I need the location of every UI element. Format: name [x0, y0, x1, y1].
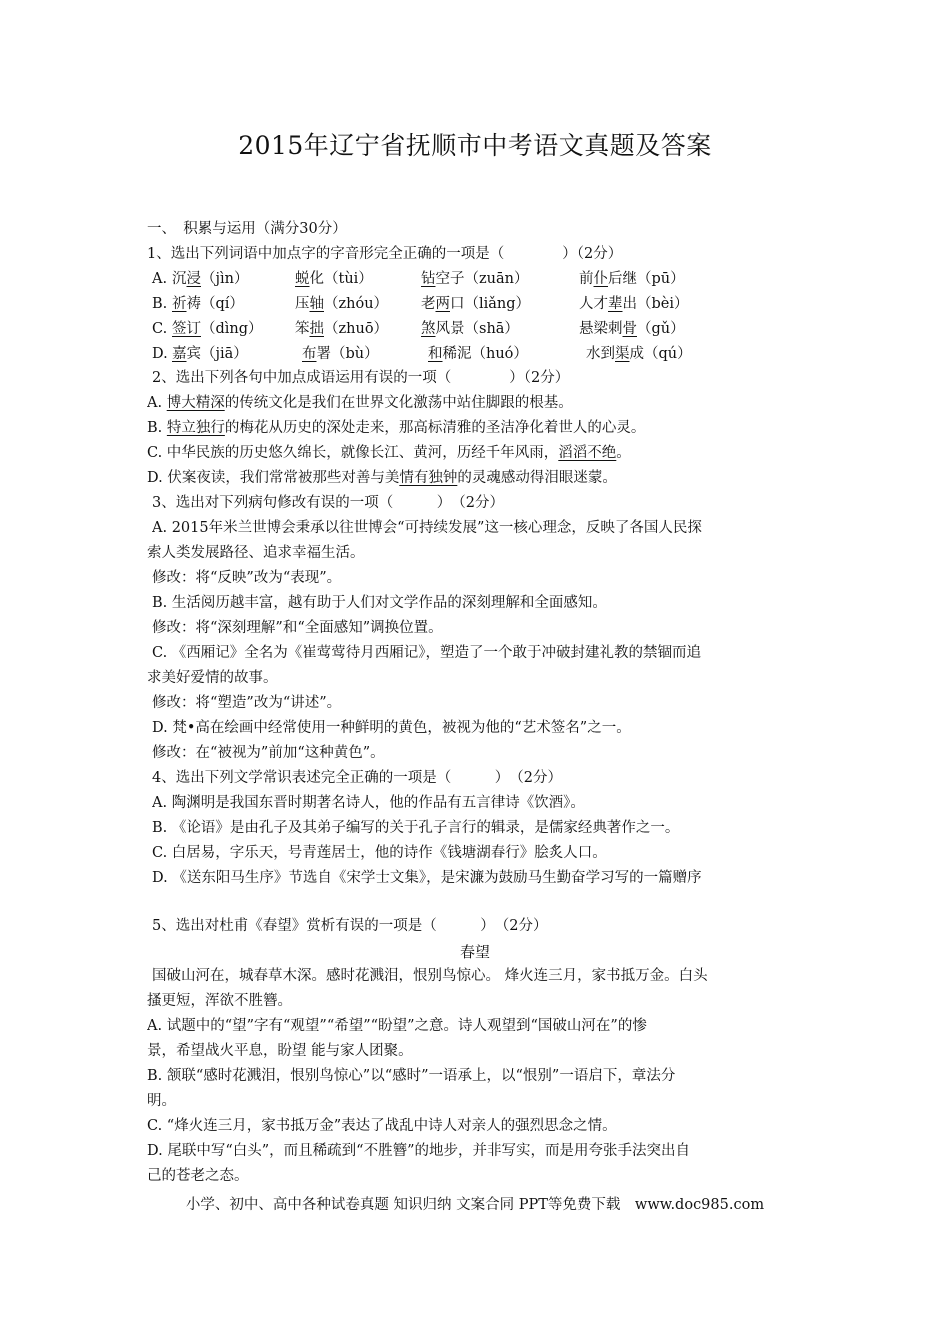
word-suffix-pinyin: （gǔ） — [637, 321, 685, 337]
word-suffix-pinyin: 空子（zuān） — [435, 271, 529, 287]
option-label: C. — [147, 445, 163, 461]
option-label: D. — [147, 470, 163, 486]
word-suffix-pinyin: （zhuō） — [324, 321, 389, 337]
word-prefix: 老 — [421, 296, 436, 312]
option-label: B. — [147, 420, 163, 436]
poem-title: 春望 — [459, 943, 490, 961]
word-suffix-pinyin: 成（qú） — [629, 346, 692, 362]
marked-character: 蜕 — [295, 271, 310, 287]
q4-line: A. 陶渊明是我国东晋时期著名诗人，他的作品有五言律诗《饮酒》。 — [152, 795, 585, 811]
marked-character: 布 — [302, 346, 317, 362]
marked-idiom: 特立独行 — [166, 420, 225, 436]
marked-character: 签订 — [172, 321, 201, 337]
q3-line: B. 生活阅历越丰富，越有助于人们对文学作品的深刻理解和全面感知。 — [152, 595, 607, 611]
q3-line: 修改：将“反映”改为“表现”。 — [152, 570, 342, 586]
q5-line: 明。 — [147, 1093, 176, 1109]
marked-character: 辈 — [608, 296, 623, 312]
option-text-end: 的灵魂感动得泪眼迷蒙。 — [457, 470, 617, 486]
q1-word-item — [421, 319, 519, 339]
q1-word-item — [295, 319, 388, 339]
q3-line: 修改：在“被视为”前加“这种黄色”。 — [152, 745, 385, 761]
word-prefix: 前 — [579, 271, 594, 287]
marked-idiom: 滔滔不绝 — [558, 445, 617, 461]
q3-line: A. 2015年米兰世博会秉承以往世博会“可持续发展”这一核心理念，反映了各国人民探 — [152, 520, 702, 536]
q1-word-item — [172, 269, 248, 289]
marked-character: 轴 — [309, 296, 324, 312]
q5-stem: 5、选出对杜甫《春望》赏析有误的一项是（ ） （2分） — [152, 918, 548, 934]
q1-option-label: D. — [152, 346, 168, 362]
q5-line: 景，希望战火平息，盼望 能与家人团聚。 — [147, 1043, 413, 1059]
q1-word-item — [295, 294, 388, 314]
q1-option-label: A. — [152, 271, 168, 287]
marked-character: 祈 — [172, 296, 187, 312]
q5-line: B. 颔联“感时花溅泪，恨别鸟惊心”以“感时”一语承上，以“恨别”一语启下，章法分 — [147, 1068, 676, 1084]
poem-line: 国破山河在，城春草木深。感时花溅泪，恨别鸟惊心。 烽火连三月，家书抵万金。白头 — [152, 968, 708, 984]
marked-character: 渠 — [615, 346, 630, 362]
word-suffix-pinyin: 祷（qí） — [186, 296, 244, 312]
word-prefix: 压 — [295, 296, 310, 312]
word-suffix-pinyin: 稀泥（huó） — [442, 346, 528, 362]
q1-word-item — [579, 319, 685, 339]
q3-line: D. 梵•高在绘画中经常使用一种鲜明的黄色，被视为他的“艺术签名”之一。 — [152, 720, 631, 736]
q2-option-d — [147, 468, 812, 488]
q1-word-item — [579, 269, 685, 289]
q1-word-item — [172, 344, 248, 364]
marked-character: 骨 — [622, 321, 637, 337]
marked-character: 拙 — [309, 321, 324, 337]
marked-character: 浸 — [186, 271, 201, 287]
word-suffix-pinyin: 口（liǎng） — [450, 296, 531, 312]
q2-option-c — [147, 443, 812, 463]
q5-line: A. 试题中的“望”字有“观望”“希望”“盼望”之意。诗人观望到“国破山河在”的惨 — [147, 1018, 647, 1034]
word-suffix-pinyin: 后继（pū） — [608, 271, 685, 287]
marked-idiom: 博大精深 — [166, 395, 225, 411]
footer-text: 小学、初中、高中各种试卷真题 知识归纳 文案合同 PPT等免费下载 www.doc985.com — [185, 1197, 765, 1213]
q3-line: 求美好爱情的故事。 — [147, 670, 278, 686]
word-prefix: 悬梁刺 — [579, 321, 623, 337]
option-text: 的梅花从历史的深处走来，那高标清雅的圣洁净化着世人的心灵。 — [224, 420, 646, 436]
marked-character: 和 — [428, 346, 443, 362]
q3-line: 修改：将“塑造”改为“讲述”。 — [152, 695, 342, 711]
q1-word-item — [428, 344, 528, 364]
q1-word-item — [421, 269, 528, 289]
q1-word-item — [172, 294, 244, 314]
word-prefix: 人才 — [579, 296, 608, 312]
poem-line: 搔更短，浑欲不胜簪。 — [147, 993, 292, 1009]
marked-character: 嘉 — [172, 346, 187, 362]
q1-word-item — [172, 319, 263, 339]
option-text: 伏案夜读，我们常常被那些对善与美 — [167, 470, 400, 486]
q1-word-item — [579, 294, 689, 314]
word-prefix: 水到 — [586, 346, 615, 362]
q1-word-item — [295, 269, 373, 289]
q4-stem: 4、选出下列文学常识表述完全正确的一项是（ ） （2分） — [152, 770, 562, 786]
q5-line: D. 尾联中写“白头”，而且稀疏到“不胜簪”的地步，并非写实，而是用夸张手法突出自 — [147, 1143, 690, 1159]
q2-option-b — [147, 418, 812, 438]
q1-word-item — [586, 344, 692, 364]
q3-stem: 3、选出对下列病句修改有误的一项（ ） （2分） — [152, 495, 504, 511]
word-suffix-pinyin: 化（tùi） — [309, 271, 373, 287]
q3-line: 修改：将“深刻理解”和“全面感知”调换位置。 — [152, 620, 443, 636]
q2-option-a — [147, 393, 812, 413]
word-suffix-pinyin: 署（bù） — [316, 346, 379, 362]
q3-line: 索人类发展路径、追求幸福生活。 — [147, 545, 365, 561]
word-prefix: 笨 — [295, 321, 310, 337]
word-suffix-pinyin: 风景（shā） — [435, 321, 519, 337]
word-suffix-pinyin: （jìn） — [201, 271, 249, 287]
marked-character: 两 — [435, 296, 450, 312]
q3-line: C. 《西厢记》全名为《崔莺莺待月西厢记》，塑造了一个敢于冲破封建礼教的禁锢而追 — [152, 645, 702, 661]
word-suffix-pinyin: （dìng） — [201, 321, 263, 337]
word-suffix-pinyin: 出（bèi） — [622, 296, 689, 312]
q5-line: 己的苍老之态。 — [147, 1168, 249, 1184]
q1-word-item — [421, 294, 530, 314]
marked-character: 仆 — [593, 271, 608, 287]
q2-stem: 2、选出下列各句中加点成语运用有误的一项（ ）（2分） — [152, 370, 570, 386]
q4-line: B. 《论语》是由孔子及其弟子编写的关于孔子言行的辑录，是儒家经典著作之一。 — [152, 820, 680, 836]
section-heading: 一、 积累与运用（满分30分） — [147, 221, 347, 237]
q1-word-item — [302, 344, 379, 364]
option-text: 中华民族的历史悠久绵长，就像长江、黄河，历经千年风雨， — [166, 445, 559, 461]
q4-line: D. 《送东阳马生序》节选自《宋学士文集》，是宋濂为鼓励马生勤奋学习写的一篇赠序 — [152, 870, 702, 886]
q1-option-label: C. — [152, 321, 168, 337]
word-suffix-pinyin: （zhóu） — [324, 296, 389, 312]
marked-idiom: 情有独钟 — [399, 470, 458, 486]
document-title: 2015年辽宁省抚顺市中考语文真题及答案 — [238, 131, 712, 160]
q4-line: C. 白居易，字乐天，号青莲居士，他的诗作《钱塘湖春行》脍炙人口。 — [152, 845, 607, 861]
q1-stem: 1、选出下列词语中加点字的字音形完全正确的一项是（ ）（2分） — [147, 246, 623, 262]
marked-character: 钻 — [421, 271, 436, 287]
q5-line: C. “烽火连三月，家书抵万金”表达了战乱中诗人对亲人的强烈思念之情。 — [147, 1118, 617, 1134]
word-suffix-pinyin: 宾（jiā） — [186, 346, 248, 362]
option-text-end: 。 — [616, 445, 631, 461]
option-text: 的传统文化是我们在世界文化激荡中站住脚跟的根基。 — [224, 395, 573, 411]
word-prefix: 沉 — [172, 271, 187, 287]
marked-character: 煞 — [421, 321, 436, 337]
q1-option-label: B. — [152, 296, 168, 312]
option-label: A. — [147, 395, 163, 411]
